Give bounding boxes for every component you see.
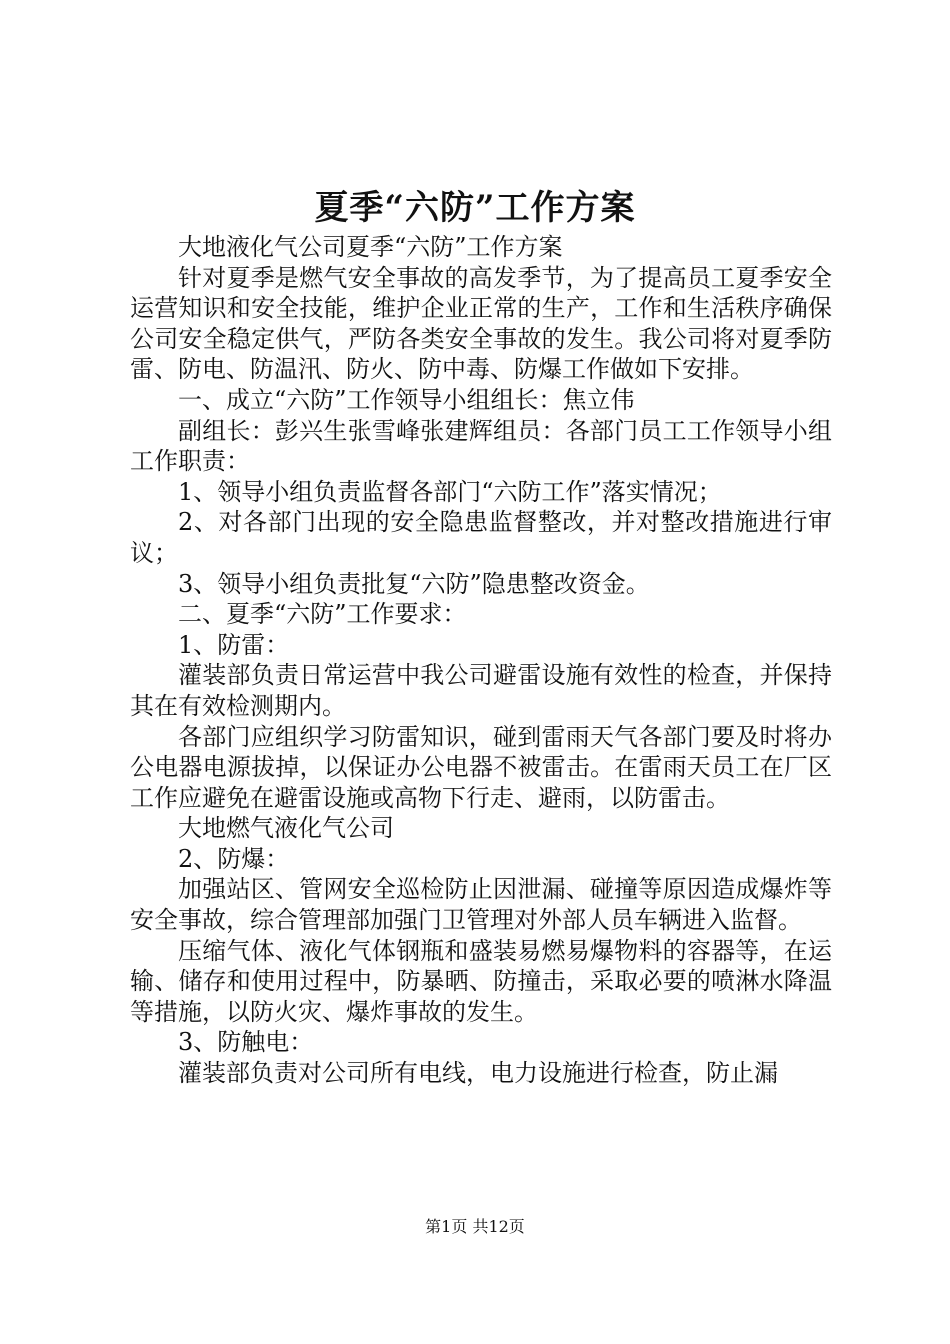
- paragraph: 灌装部负责日常运营中我公司避雷设施有效性的检查，并保持其在有效检测期内。: [130, 661, 832, 720]
- paragraph: 2、对各部门出现的安全隐患监督整改，并对整改措施进行审议；: [130, 508, 832, 567]
- page-number-footer: 第1页 共12页: [425, 1217, 525, 1236]
- paragraph: 加强站区、管网安全巡检防止因泄漏、碰撞等原因造成爆炸等安全事故，综合管理部加强门卫管理对外部人员车辆进入监督。: [130, 875, 832, 935]
- paragraph: 2、防爆：: [178, 844, 290, 873]
- paragraph: 二、夏季“六防”工作要求：: [178, 600, 467, 629]
- paragraph: 大地燃气液化气公司: [178, 814, 394, 843]
- paragraph: 针对夏季是燃气安全事故的高发季节，为了提高员工夏季安全运营知识和安全技能，维护企业正常的生产，工作和生活秩序确保公司安全稳定供气，严防各类安全事故的发生。我公司将对夏季防雷、防电、防温汛、防火、防中毒、防爆工作做如下安排。: [130, 263, 832, 384]
- paragraph: 压缩气体、液化气体钢瓶和盛装易燃易爆物料的容器等，在运输、储存和使用过程中，防暴晒、防撞击，采取必要的喷淋水降温等措施，以防火灾、爆炸事故的发生。: [130, 936, 832, 1026]
- document-body: [130, 232, 832, 1089]
- paragraph: 1、领导小组负责监督各部门“六防工作”落实情况；: [178, 477, 722, 506]
- paragraph: 3、防触电：: [178, 1028, 314, 1057]
- paragraph: 3、领导小组负责批复“六防”隐患整改资金。: [178, 569, 650, 598]
- paragraph: 一、成立“六防”工作领导小组组长：焦立伟: [178, 385, 635, 414]
- paragraph: 各部门应组织学习防雷知识，碰到雷雨天气各部门要及时将办公电器电源拔掉，以保证办公电器不被雷击。在雷雨天员工在厂区工作应避免在避雷设施或高物下行走、避雨，以防雷击。: [130, 722, 832, 812]
- paragraph: 大地液化气公司夏季“六防”工作方案: [178, 233, 563, 261]
- paragraph: 副组长：彭兴生张雪峰张建辉组员：各部门员工工作领导小组工作职责：: [130, 416, 832, 476]
- paragraph: 1、防雷：: [178, 630, 290, 659]
- paragraph: 灌装部负责对公司所有电线，电力设施进行检查，防止漏: [178, 1059, 778, 1088]
- document-title: 夏季“六防”工作方案: [314, 188, 636, 228]
